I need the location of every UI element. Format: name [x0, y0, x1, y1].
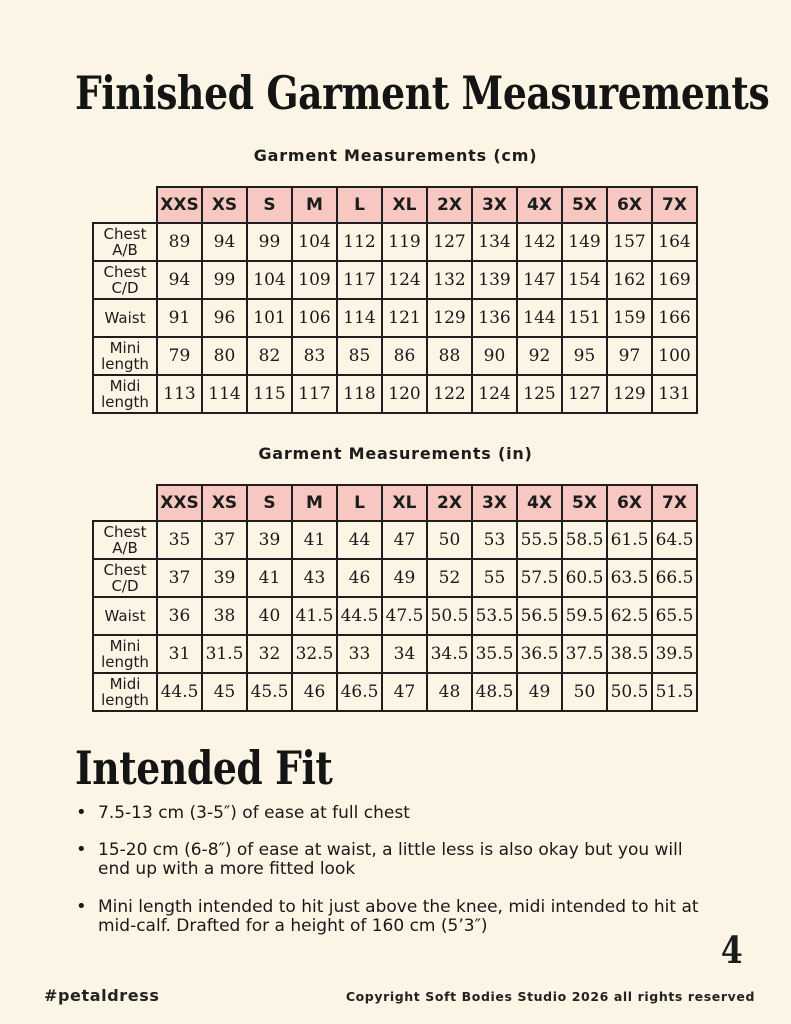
- measurement-cell: 38.5: [607, 635, 652, 673]
- table-row: [93, 635, 697, 673]
- measurement-cell: 127: [427, 223, 472, 261]
- measurement-cell: 129: [607, 375, 652, 413]
- measurement-cell: 144: [517, 299, 562, 337]
- row-label: Mini length: [93, 635, 157, 673]
- row-label: Waist: [93, 299, 157, 337]
- measurement-cell: 162: [607, 261, 652, 299]
- measurement-cell: 92: [517, 337, 562, 375]
- row-label: Chest A/B: [93, 223, 157, 261]
- row-label: Midi length: [93, 375, 157, 413]
- measurement-cell: 120: [382, 375, 427, 413]
- page-title: Finished Garment Measurements: [75, 66, 770, 120]
- measurement-cell: 47: [382, 521, 427, 559]
- measurement-cell: 114: [202, 375, 247, 413]
- measurement-cell: 113: [157, 375, 202, 413]
- table-row: [93, 223, 697, 261]
- measurement-cell: 47: [382, 673, 427, 711]
- measurement-cell: 35: [157, 521, 202, 559]
- table-row: [93, 559, 697, 597]
- measurement-cell: 52: [427, 559, 472, 597]
- measurement-cell: 32: [247, 635, 292, 673]
- measurement-cell: 166: [652, 299, 697, 337]
- measurement-cell: 121: [382, 299, 427, 337]
- measurement-cell: 36: [157, 597, 202, 635]
- intended-fit-bullet: • 7.5-13 cm (3-5″) of ease at full chest: [73, 804, 705, 823]
- size-column-header: 2X: [427, 485, 472, 521]
- garment-measurements-in-table: [92, 484, 698, 712]
- measurement-cell: 96: [202, 299, 247, 337]
- measurement-cell: 39: [247, 521, 292, 559]
- measurement-cell: 51.5: [652, 673, 697, 711]
- measurement-cell: 46: [337, 559, 382, 597]
- size-column-header: 4X: [517, 485, 562, 521]
- measurement-cell: 38: [202, 597, 247, 635]
- measurement-cell: 147: [517, 261, 562, 299]
- measurement-cell: 49: [382, 559, 427, 597]
- size-column-header: 6X: [607, 187, 652, 223]
- measurement-cell: 131: [652, 375, 697, 413]
- measurement-cell: 91: [157, 299, 202, 337]
- table-row: [93, 375, 697, 413]
- table-row: [93, 521, 697, 559]
- measurement-cell: 61.5: [607, 521, 652, 559]
- measurement-cell: 117: [292, 375, 337, 413]
- measurement-cell: 37.5: [562, 635, 607, 673]
- size-column-header: S: [247, 187, 292, 223]
- measurement-cell: 62.5: [607, 597, 652, 635]
- measurement-cell: 44: [337, 521, 382, 559]
- measurement-cell: 124: [472, 375, 517, 413]
- measurement-cell: 45.5: [247, 673, 292, 711]
- measurement-cell: 125: [517, 375, 562, 413]
- intended-fit-bullet: • 15-20 cm (6-8″) of ease at waist, a little less is also okay but you will end up with a more fitted look: [73, 841, 705, 879]
- measurement-cell: 124: [382, 261, 427, 299]
- intended-fit-bullet: • Mini length intended to hit just above the knee, midi intended to hit at mid-calf. Drafted for a height of 160 cm (5’3″): [73, 898, 705, 936]
- row-label: Waist: [93, 597, 157, 635]
- table-corner-blank: [93, 187, 157, 223]
- row-label: Chest C/D: [93, 559, 157, 597]
- measurement-cell: 94: [157, 261, 202, 299]
- size-column-header: XL: [382, 485, 427, 521]
- size-column-header: L: [337, 187, 382, 223]
- measurement-cell: 40: [247, 597, 292, 635]
- size-header-row: [93, 187, 697, 223]
- table-row: [93, 261, 697, 299]
- measurement-cell: 88: [427, 337, 472, 375]
- measurement-cell: 50: [427, 521, 472, 559]
- measurement-cell: 43: [292, 559, 337, 597]
- size-column-header: M: [292, 485, 337, 521]
- measurement-cell: 65.5: [652, 597, 697, 635]
- measurement-cell: 50: [562, 673, 607, 711]
- measurement-cell: 100: [652, 337, 697, 375]
- measurement-cell: 44.5: [337, 597, 382, 635]
- table-row: [93, 597, 697, 635]
- size-column-header: 7X: [652, 485, 697, 521]
- measurement-cell: 112: [337, 223, 382, 261]
- size-column-header: 5X: [562, 485, 607, 521]
- measurement-cell: 85: [337, 337, 382, 375]
- measurement-cell: 154: [562, 261, 607, 299]
- measurement-cell: 36.5: [517, 635, 562, 673]
- measurement-cell: 53: [472, 521, 517, 559]
- size-column-header: XXS: [157, 485, 202, 521]
- table-corner-blank: [93, 485, 157, 521]
- measurement-cell: 50.5: [607, 673, 652, 711]
- measurement-cell: 33: [337, 635, 382, 673]
- measurement-cell: 64.5: [652, 521, 697, 559]
- measurement-cell: 79: [157, 337, 202, 375]
- measurement-cell: 82: [247, 337, 292, 375]
- measurement-cell: 31.5: [202, 635, 247, 673]
- measurement-cell: 164: [652, 223, 697, 261]
- measurement-cell: 104: [247, 261, 292, 299]
- measurement-cell: 55.5: [517, 521, 562, 559]
- measurement-cell: 37: [157, 559, 202, 597]
- hashtag-label: #petaldress: [44, 986, 160, 1005]
- measurement-cell: 136: [472, 299, 517, 337]
- measurement-cell: 59.5: [562, 597, 607, 635]
- measurement-cell: 115: [247, 375, 292, 413]
- measurement-cell: 47.5: [382, 597, 427, 635]
- measurement-cell: 117: [337, 261, 382, 299]
- measurement-cell: 34: [382, 635, 427, 673]
- measurement-cell: 66.5: [652, 559, 697, 597]
- measurement-cell: 95: [562, 337, 607, 375]
- measurement-cell: 53.5: [472, 597, 517, 635]
- size-column-header: XXS: [157, 187, 202, 223]
- row-label: Midi length: [93, 673, 157, 711]
- measurement-cell: 99: [202, 261, 247, 299]
- measurement-cell: 35.5: [472, 635, 517, 673]
- measurement-cell: 39.5: [652, 635, 697, 673]
- measurement-cell: 41: [247, 559, 292, 597]
- measurement-cell: 90: [472, 337, 517, 375]
- measurement-cell: 34.5: [427, 635, 472, 673]
- size-column-header: 4X: [517, 187, 562, 223]
- row-label: Chest A/B: [93, 521, 157, 559]
- size-column-header: 3X: [472, 485, 517, 521]
- measurement-cell: 118: [337, 375, 382, 413]
- in-table-title: Garment Measurements (in): [258, 444, 533, 463]
- measurement-cell: 46: [292, 673, 337, 711]
- measurement-cell: 101: [247, 299, 292, 337]
- size-column-header: 5X: [562, 187, 607, 223]
- measurement-cell: 37: [202, 521, 247, 559]
- table-row: [93, 337, 697, 375]
- measurement-cell: 159: [607, 299, 652, 337]
- intended-fit-list: [73, 804, 705, 954]
- measurement-cell: 80: [202, 337, 247, 375]
- page-number: 4: [721, 928, 743, 972]
- size-column-header: M: [292, 187, 337, 223]
- size-column-header: L: [337, 485, 382, 521]
- measurement-cell: 44.5: [157, 673, 202, 711]
- measurement-cell: 134: [472, 223, 517, 261]
- measurement-cell: 60.5: [562, 559, 607, 597]
- size-column-header: XL: [382, 187, 427, 223]
- measurement-cell: 50.5: [427, 597, 472, 635]
- garment-measurements-cm-table: [92, 186, 698, 414]
- measurement-cell: 142: [517, 223, 562, 261]
- cm-table-title: Garment Measurements (cm): [253, 146, 538, 165]
- size-column-header: XS: [202, 187, 247, 223]
- measurement-cell: 151: [562, 299, 607, 337]
- measurement-cell: 46.5: [337, 673, 382, 711]
- measurement-cell: 56.5: [517, 597, 562, 635]
- measurement-cell: 86: [382, 337, 427, 375]
- measurement-cell: 114: [337, 299, 382, 337]
- measurement-cell: 89: [157, 223, 202, 261]
- measurement-cell: 41: [292, 521, 337, 559]
- intended-fit-heading: Intended Fit: [75, 741, 333, 795]
- measurement-cell: 58.5: [562, 521, 607, 559]
- measurement-cell: 99: [247, 223, 292, 261]
- row-label: Mini length: [93, 337, 157, 375]
- measurement-cell: 83: [292, 337, 337, 375]
- measurement-cell: 139: [472, 261, 517, 299]
- measurement-cell: 41.5: [292, 597, 337, 635]
- measurement-cell: 49: [517, 673, 562, 711]
- copyright-text: Copyright Soft Bodies Studio 2026 all rights reserved: [345, 989, 755, 1004]
- measurement-cell: 39: [202, 559, 247, 597]
- measurement-cell: 122: [427, 375, 472, 413]
- row-label: Chest C/D: [93, 261, 157, 299]
- measurement-cell: 57.5: [517, 559, 562, 597]
- measurement-cell: 97: [607, 337, 652, 375]
- size-column-header: 6X: [607, 485, 652, 521]
- size-header-row: [93, 485, 697, 521]
- measurement-cell: 157: [607, 223, 652, 261]
- measurement-cell: 129: [427, 299, 472, 337]
- size-column-header: S: [247, 485, 292, 521]
- measurement-cell: 106: [292, 299, 337, 337]
- measurement-cell: 31: [157, 635, 202, 673]
- measurement-cell: 55: [472, 559, 517, 597]
- measurement-cell: 109: [292, 261, 337, 299]
- size-column-header: 3X: [472, 187, 517, 223]
- table-row: [93, 299, 697, 337]
- size-column-header: 2X: [427, 187, 472, 223]
- measurement-cell: 119: [382, 223, 427, 261]
- measurement-cell: 32.5: [292, 635, 337, 673]
- measurement-cell: 63.5: [607, 559, 652, 597]
- measurement-cell: 45: [202, 673, 247, 711]
- size-column-header: 7X: [652, 187, 697, 223]
- measurement-cell: 94: [202, 223, 247, 261]
- footer: [44, 986, 755, 1005]
- table-row: [93, 673, 697, 711]
- measurement-cell: 48: [427, 673, 472, 711]
- measurement-cell: 132: [427, 261, 472, 299]
- measurement-cell: 104: [292, 223, 337, 261]
- measurement-cell: 149: [562, 223, 607, 261]
- measurement-cell: 127: [562, 375, 607, 413]
- measurement-cell: 169: [652, 261, 697, 299]
- size-column-header: XS: [202, 485, 247, 521]
- measurement-cell: 48.5: [472, 673, 517, 711]
